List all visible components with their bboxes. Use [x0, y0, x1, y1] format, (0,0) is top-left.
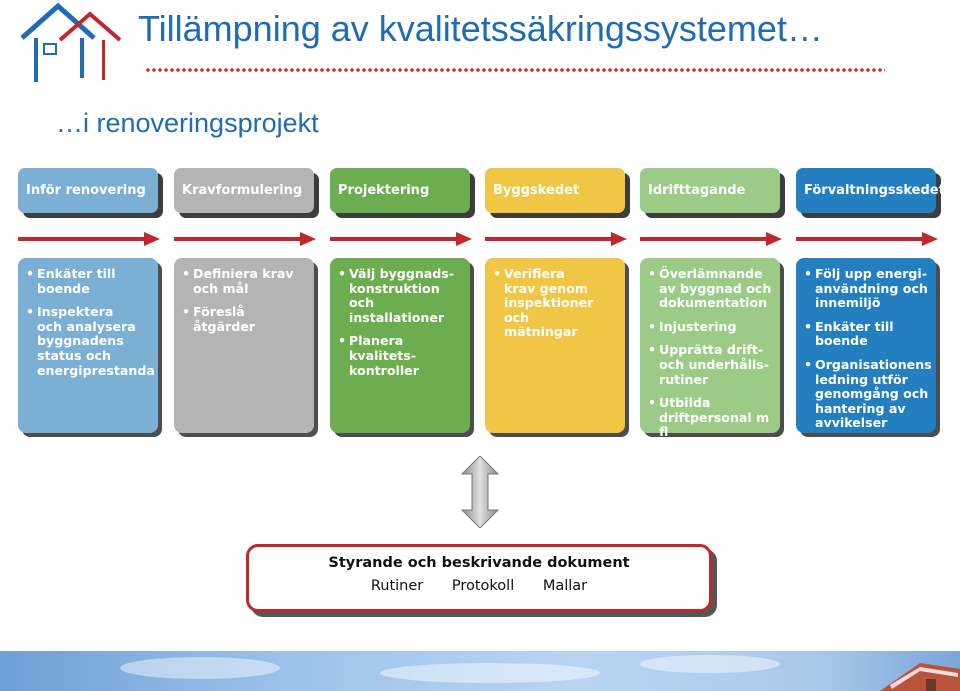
arrow-right-icon	[640, 232, 782, 246]
list-item: • Följ upp energi- användning och innemiljö	[804, 267, 930, 311]
list-item: • Föreslå åtgärder	[182, 305, 308, 334]
phase-tab-label: Förvaltningsskedet	[804, 183, 945, 198]
house-logo-icon	[14, 2, 126, 86]
arrow-right-icon	[485, 232, 627, 246]
list-item: • Verifiera krav genom inspektioner och mätningar	[493, 267, 619, 340]
arrow-right-icon	[174, 232, 316, 246]
documents-box	[246, 544, 712, 612]
arrow-right-icon	[796, 232, 938, 246]
phase-tab-label: Inför renovering	[26, 183, 146, 198]
list-item: • Definiera krav och mål	[182, 267, 308, 296]
list-item: • Överlämnande av byggnad och dokumentation	[648, 267, 774, 311]
phase-tab-byggskedet	[485, 168, 625, 213]
phase-tab-label: Byggskedet	[493, 183, 580, 198]
list-item: • Enkäter till boende	[804, 320, 930, 349]
phase-tab-kravformulering	[174, 168, 314, 213]
title-dotted-divider	[145, 66, 885, 74]
house-photo-icon	[880, 655, 960, 691]
phase-tab-infor-renovering	[18, 168, 158, 213]
sky-banner-image	[0, 651, 960, 691]
documents-title: Styrande och beskrivande dokument	[328, 555, 630, 571]
arrow-right-icon	[330, 232, 472, 246]
page-subtitle: …i renoveringsprojekt	[56, 108, 319, 138]
document-item-rutiner: Rutiner	[370, 578, 424, 594]
page-title: Tillämpning av kvalitetssäkringssystemet…	[138, 8, 823, 49]
phase-tab-forvaltningsskedet	[796, 168, 945, 213]
arrow-right-icon	[18, 232, 160, 246]
phase-box-byggskedet	[485, 258, 625, 433]
phase-box-projektering	[330, 258, 470, 433]
phase-tab-projektering	[330, 168, 470, 213]
phase-box-forvaltningsskedet	[796, 258, 936, 433]
phase-tab-label: Projektering	[338, 183, 430, 198]
list-item: • Enkäter till boende	[26, 267, 152, 296]
list-item: • Inspektera och analysera byggnadens status och energiprestanda	[26, 305, 152, 378]
document-item-mallar: Mallar	[542, 578, 588, 594]
list-item: • Organisationens ledning utför genomgång och hantering av avvikelser	[804, 358, 930, 431]
phase-tab-label: Kravformulering	[182, 183, 303, 198]
phase-tab-label: Idrifttagande	[648, 183, 746, 198]
list-item: • Välj byggnads- konstruktion och installationer	[338, 267, 464, 325]
list-item: • Injustering	[648, 320, 774, 335]
list-item: • Upprätta drift- och underhålls- rutiner	[648, 343, 774, 387]
double-arrow-vertical-icon	[460, 456, 500, 528]
document-item-protokoll: Protokoll	[451, 578, 515, 594]
phase-box-idrifttagande	[640, 258, 780, 440]
phase-box-infor-renovering	[18, 258, 158, 433]
list-item: • Planera kvalitets- kontroller	[338, 334, 464, 378]
phase-tab-idrifttagande	[640, 168, 780, 213]
list-item: • Utbilda driftpersonal m fl	[648, 396, 774, 440]
phase-box-kravformulering	[174, 258, 314, 433]
